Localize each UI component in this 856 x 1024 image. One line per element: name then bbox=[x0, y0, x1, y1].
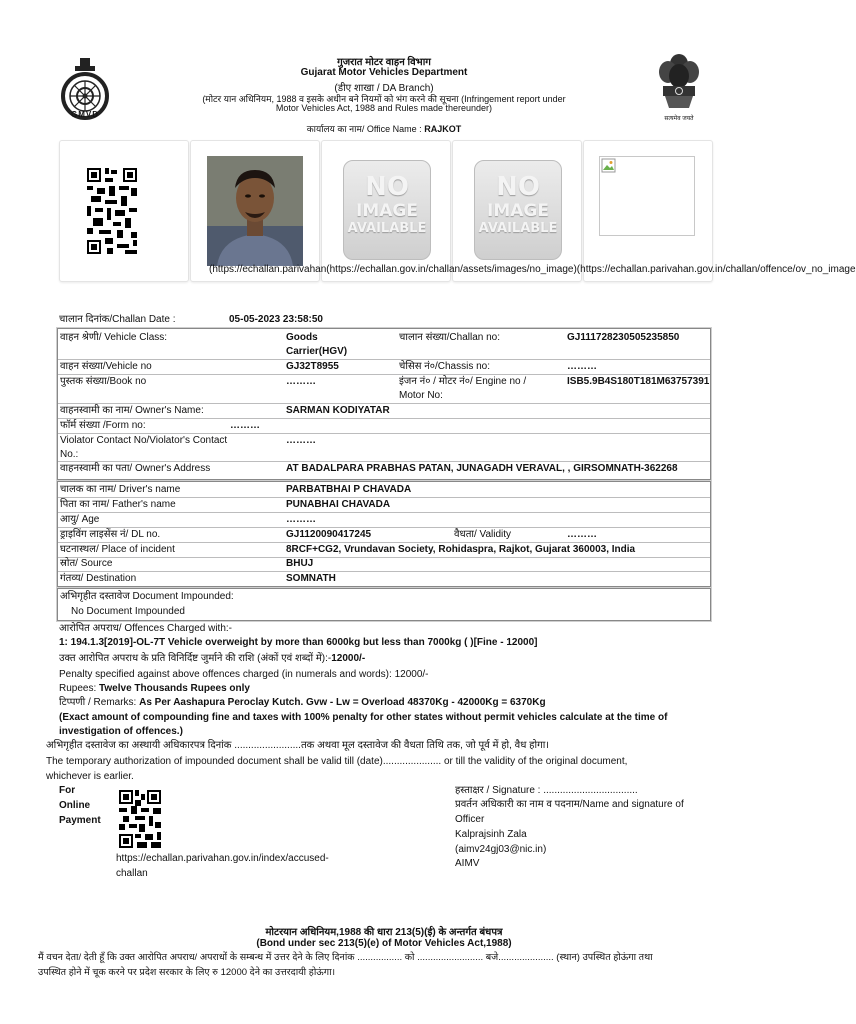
emblem-caption: सत्यमेव जयते bbox=[664, 116, 694, 122]
officer-email: (aimv24gj03@nic.in) bbox=[455, 844, 547, 855]
vehicle-details-box bbox=[57, 328, 711, 480]
payment-label-2: Online bbox=[59, 800, 91, 811]
report-subtitle-line2: Motor Vehicles Act, 1988 and Rules made thereunder) bbox=[275, 103, 493, 113]
age-value: ……… bbox=[286, 514, 316, 525]
validity-label: वैधता/ Validity bbox=[454, 529, 512, 540]
authorization-hindi: अभिगृहीत दस्तावेज का अस्थायी अधिकारपत्र दिनांक ........................तक अथवा मूल दस्तावेज की वैधता तिथि तक, जो पूर्व में हो, वैध होगा। bbox=[46, 740, 550, 751]
officer-label-2: Officer bbox=[455, 814, 485, 825]
rupees-label: Rupees: bbox=[59, 683, 100, 694]
bond-text-2: उपस्थित होने में चूक करने पर प्रदेश सरकार के लिए रु 12000 देने का उत्तरदायी होऊंगा। bbox=[38, 967, 336, 978]
document-impounded-box bbox=[57, 588, 711, 621]
owner-address-value: AT BADALPARA PRABHAS PATAN, JUNAGADH VERAVAL, , GIRSOMNATH-362268 bbox=[286, 463, 678, 474]
driver-name-label: चालक का नाम/ Driver's name bbox=[60, 484, 181, 495]
remarks-line bbox=[59, 697, 546, 709]
challan-no-label: चालान संख्या/Challan no: bbox=[399, 332, 501, 343]
driver-photo-card bbox=[190, 140, 320, 282]
place-value: 8RCF+CG2, Vrundavan Society, Rohidaspra, Rajkot, Gujarat 360003, India bbox=[286, 544, 636, 555]
challan-no-value: GJ111728230505235850 bbox=[567, 332, 680, 343]
offence-item-1: 1: 194.1.3[2019]-OL-7T Vehicle overweight by more than 6000kg but less than 7000kg ( )[Fine - 12000] bbox=[59, 637, 538, 648]
rupees-line bbox=[59, 683, 250, 695]
payment-url-2[interactable]: challan bbox=[116, 868, 148, 879]
violator-contact-value: ……… bbox=[286, 435, 316, 446]
dl-no-label: ड्राइविंग लाइसेंस नं/ DL no. bbox=[60, 529, 161, 540]
chassis-no-label: चेसिस नं०/Chassis no: bbox=[399, 361, 491, 372]
broken-image bbox=[599, 156, 695, 236]
offence-image-card-1 bbox=[321, 140, 451, 282]
father-name-label: पिता का नाम/ Father's name bbox=[60, 499, 176, 510]
vehicle-class-value-2: Carrier(HGV) bbox=[286, 346, 348, 357]
penalty-hindi-value: 12000/- bbox=[331, 653, 366, 664]
office-name bbox=[0, 122, 768, 135]
place-label: घटनास्थल/ Place of incident bbox=[60, 544, 175, 555]
qr-code-card bbox=[59, 140, 189, 282]
validity-value: ……… bbox=[567, 529, 597, 540]
form-no-label: फॉर्म संख्या /Form no: bbox=[60, 420, 146, 431]
branch-label: (डीए शाखा / DA Branch) bbox=[334, 83, 434, 94]
violator-contact-label-1: Violator Contact No/Violator's Contact bbox=[60, 435, 228, 446]
compounding-note-2: investigation of offences.) bbox=[59, 726, 183, 737]
destination-label: गंतव्य/ Destination bbox=[60, 573, 137, 584]
office-value: RAJKOT bbox=[424, 124, 462, 134]
offences-label: आरोपित अपराध/ Offences Charged with:- bbox=[59, 623, 233, 634]
dl-no-value: GJ1120090417245 bbox=[286, 529, 372, 540]
office-label: कार्यालय का नाम/ Office Name : bbox=[306, 124, 425, 134]
challan-date-value: 05-05-2023 23:58:50 bbox=[229, 314, 323, 325]
officer-designation: AIMV bbox=[455, 858, 480, 869]
book-no-value: ……… bbox=[286, 376, 316, 387]
driver-name-value: PARBATBHAI P CHAVADA bbox=[286, 484, 412, 495]
qr-code-image bbox=[87, 168, 137, 254]
officer-name: Kalprajsinh Zala bbox=[455, 829, 527, 840]
bond-text-1: मैं वचन देता/ देती हूँ कि उक्त आरोपित अपराध/ अपराधों के सम्बन्ध में उत्तर देने के लिए दिनांक ................. को ......................... बजे..................... (स्थान) उपस्थित होऊंगा तथा bbox=[38, 952, 653, 963]
offence-image-card-3 bbox=[583, 140, 713, 282]
form-no-value: ……… bbox=[230, 420, 260, 431]
vehicle-class-label: वाहन श्रेणी/ Vehicle Class: bbox=[60, 332, 168, 343]
destination-value: SOMNATH bbox=[286, 573, 336, 584]
document-impounded-label: अभिगृहीत दस्तावेज Document Impounded: bbox=[60, 591, 234, 602]
violator-contact-label-2: No.: bbox=[60, 449, 79, 460]
compounding-note-1: (Exact amount of compounding fine and taxes with 100% penalty for other states without permit vehicles calculate at the time of bbox=[59, 712, 668, 723]
engine-no-value: ISB5.9B4S180T181M63757391 bbox=[567, 376, 710, 387]
owner-name-label: वाहनस्वामी का नाम/ Owner's Name: bbox=[60, 405, 204, 416]
logo-text: GMVD bbox=[71, 110, 99, 119]
report-subtitle-line1: (मोटर यान अधिनियम, 1988 व इसके अधीन बने नियमों को भंग करने की सूचना (Infringement report under bbox=[202, 94, 566, 104]
image-links-overlap[interactable]: (https://echallan.parivahan(https://echallan.gov.in/challan/assets/images/no_image)(https://echallan.parivahan.gov.in/challan/offence/ov_no_image bbox=[209, 264, 856, 275]
owner-address-label: वाहनस्वामी का पता/ Owner's Address bbox=[60, 463, 211, 474]
owner-name-value: SARMAN KODIYATAR bbox=[286, 405, 390, 416]
driver-details-box bbox=[57, 481, 711, 587]
bond-title-hindi: मोटरयान अधिनियम,1988 की धारा 213(5)(ई) के अन्तर्गत बंधपत्र bbox=[265, 927, 503, 938]
national-emblem bbox=[655, 52, 703, 122]
no-image-placeholder-1: NO IMAGE AVAILABLE bbox=[343, 160, 431, 260]
source-value: BHUJ bbox=[286, 558, 314, 569]
payment-qr-code[interactable] bbox=[119, 790, 161, 848]
driver-photo bbox=[207, 156, 303, 266]
payment-label-3: Payment bbox=[59, 815, 101, 826]
challan-date-label: चालान दिनांक/Challan Date : bbox=[59, 314, 176, 325]
document-impounded-value: No Document Impounded bbox=[71, 606, 185, 617]
dept-title-english: Gujarat Motor Vehicles Department bbox=[300, 67, 468, 78]
engine-no-label-1: इंजन नं० / मोटर नं०/ Engine no / bbox=[399, 376, 527, 387]
bond-title-english: (Bond under sec 213(5)(e) of Motor Vehicles Act,1988) bbox=[256, 938, 512, 949]
signature-line: हस्ताक्षर / Signature : .................................. bbox=[455, 785, 638, 796]
penalty-hindi-label: उक्त आरोपित अपराध के प्रति विनिर्दिष्ट जुर्माने की राशि (अंकों एवं शब्दों में):- bbox=[59, 653, 332, 664]
book-no-label: पुस्तक संख्या/Book no bbox=[60, 376, 147, 387]
payment-url-1[interactable]: https://echallan.parivahan.gov.in/index/accused- bbox=[116, 853, 329, 864]
broken-image-icon bbox=[601, 158, 617, 174]
payment-label-1: For bbox=[59, 785, 76, 796]
age-label: आयु/ Age bbox=[60, 514, 100, 525]
remarks-value: As Per Aashapura Peroclay Kutch. Gvw - Lw = Overload 48370Kg - 42000Kg = 6370Kg bbox=[139, 697, 546, 708]
offence-image-card-2 bbox=[452, 140, 582, 282]
remarks-label: टिप्पणी / Remarks: bbox=[59, 697, 140, 708]
penalty-english: Penalty specified against above offences charged (in numerals and words): 12000/- bbox=[59, 669, 429, 680]
authorization-english-2: whichever is earlier. bbox=[46, 771, 134, 782]
officer-label-1: प्रवर्तन अधिकारी का नाम व पदनाम/Name and signature of bbox=[455, 799, 684, 810]
source-label: स्रोत/ Source bbox=[60, 558, 113, 569]
vehicle-class-value-1: Goods bbox=[286, 332, 318, 343]
chassis-no-value: ……… bbox=[567, 361, 597, 372]
dept-title-hindi: गुजरात मोटर वाहन विभाग bbox=[337, 57, 431, 68]
vehicle-no-label: वाहन संख्या/Vehicle no bbox=[60, 361, 152, 372]
vehicle-no-value: GJ32T8955 bbox=[286, 361, 339, 372]
engine-no-label-2: Motor No: bbox=[399, 390, 443, 401]
rupees-value: Twelve Thousands Rupees only bbox=[99, 683, 250, 694]
authorization-english-1: The temporary authorization of impounded document shall be valid till (date)..................... or till the validity of the original document, bbox=[46, 756, 628, 767]
penalty-hindi bbox=[59, 653, 365, 665]
no-image-placeholder-2: NO IMAGE AVAILABLE bbox=[474, 160, 562, 260]
father-name-value: PUNABHAI CHAVADA bbox=[286, 499, 391, 510]
